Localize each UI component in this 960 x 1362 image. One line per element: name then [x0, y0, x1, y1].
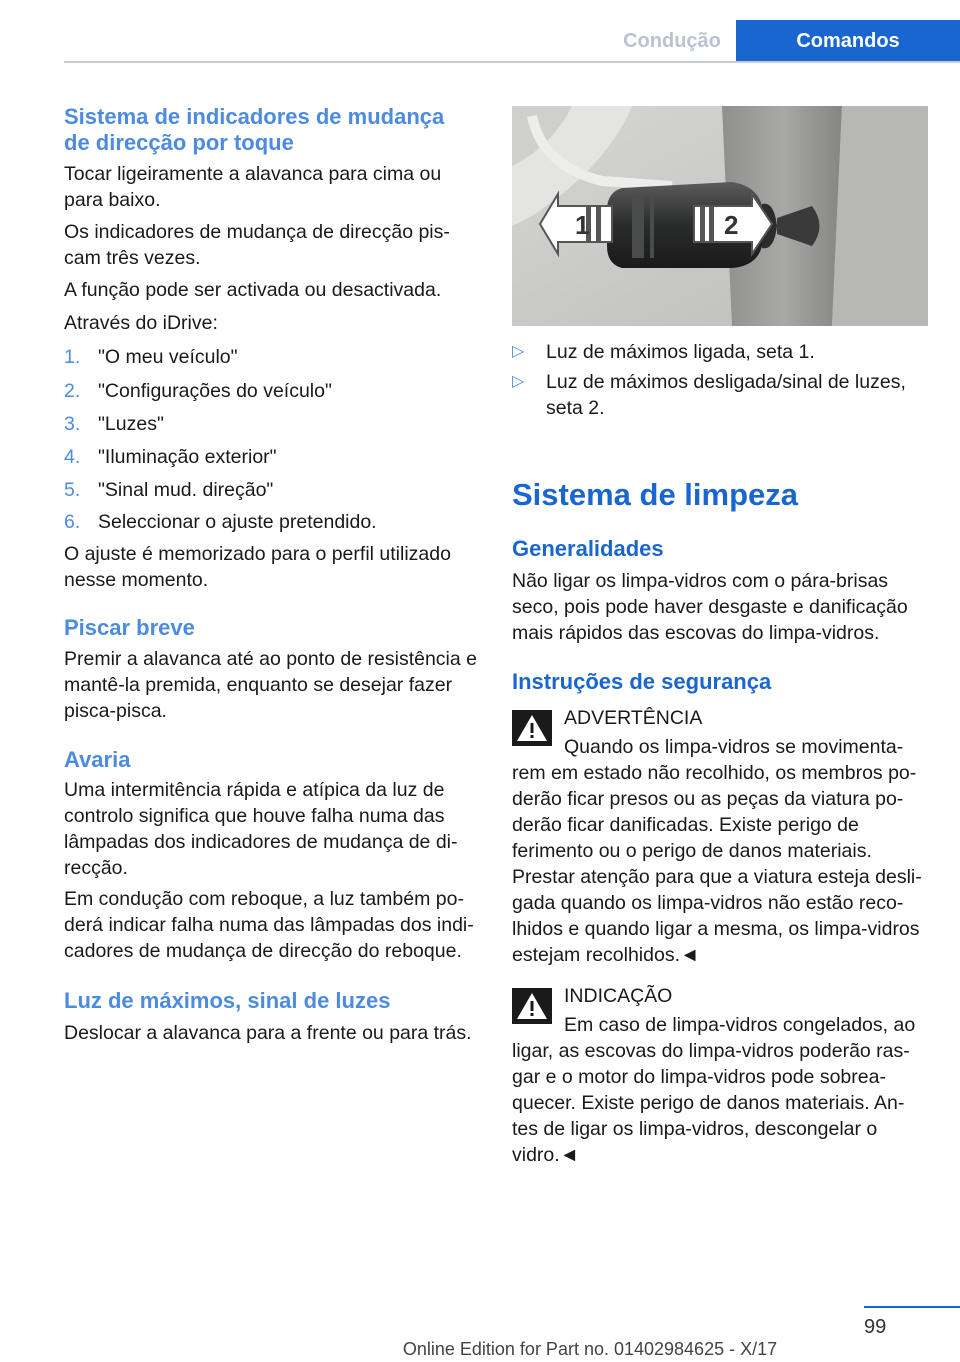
header-rule	[64, 61, 960, 63]
notice-label: INDICAÇÃO	[564, 985, 673, 1007]
footer-rule	[864, 1306, 960, 1308]
list-number: 1.	[64, 346, 81, 368]
tab-conducao[interactable]: Condução	[623, 30, 721, 52]
list-text: "Configurações do veículo"	[98, 380, 332, 402]
list-number: 5.	[64, 479, 81, 501]
text-line: derá indicar falha numa das lâmpadas dos indi‐	[64, 914, 474, 936]
text-line: cadores de mudança de direcção do reboque.	[64, 940, 462, 962]
text-line: recção.	[64, 857, 128, 879]
paragraph	[512, 568, 932, 646]
paragraph	[64, 161, 484, 213]
notice-text	[512, 1012, 932, 1168]
list-text: Seleccionar o ajuste pretendido.	[98, 511, 377, 533]
list-text	[546, 369, 930, 421]
warning-label: ADVERTÊNCIA	[564, 707, 703, 729]
page-number: 99	[864, 1316, 887, 1338]
list-text: "Sinal mud. direção"	[98, 479, 274, 501]
text-line: gar e o motor do limpa-vidros pode sobrea‐	[512, 1066, 886, 1088]
arrow-label-2: 2	[724, 210, 739, 240]
title-line: Sistema de indicadores de mudança	[64, 104, 445, 129]
section-title-generalidades: Generalidades	[512, 536, 664, 561]
warning-text	[512, 734, 932, 968]
text-line: Uma intermitência rápida e atípica da luz de	[64, 779, 445, 801]
text-line: gada quando os limpa-vidros não estão reco‐	[512, 892, 904, 914]
text-line: estejam recolhidos.◄	[512, 944, 700, 966]
list-text: "O meu veículo"	[98, 346, 238, 368]
text-line: rem em estado não recolhido, os membros po‐	[512, 762, 917, 784]
text-line: Prestar atenção para que a viatura esteja desli‐	[512, 866, 922, 888]
text-line: quecer. Existe perigo de danos materiais. An‐	[512, 1092, 905, 1114]
text-line: Os indicadores de mudança de direcção pis‐	[64, 221, 450, 243]
text-line: ligar, as escovas do limpa-vidros poderão ras‐	[512, 1040, 910, 1062]
paragraph: A função pode ser activada ou desactivada.	[64, 279, 442, 301]
section-title-instrucoes-seguranca: Instruções de segurança	[512, 669, 772, 694]
paragraph: Deslocar a alavanca para a frente ou para trás.	[64, 1022, 472, 1044]
text-line: tes de ligar os limpa-vidros, descongelar o	[512, 1118, 878, 1140]
text-line: lâmpadas dos indicadores de mudança de di‐	[64, 831, 458, 853]
text-line: mantê-la premida, enquanto se desejar fazer	[64, 674, 453, 696]
text-line: lhidos e quando ligar a mesma, os limpa-vidros	[512, 918, 920, 940]
stalk-drawing	[512, 106, 928, 326]
text-line: Quando os limpa-vidros se movimenta‐	[564, 736, 904, 758]
section-title-sistema-limpeza: Sistema de limpeza	[512, 477, 799, 512]
text-line: controlo significa que houve falha numa das	[64, 805, 445, 827]
warning-triangle-icon	[512, 988, 552, 1024]
tab-comandos[interactable]: Comandos	[736, 20, 960, 62]
text-line: O ajuste é memorizado para o perfil utilizado	[64, 543, 451, 565]
paragraph	[64, 777, 484, 881]
text-line: nesse momento.	[64, 569, 209, 591]
triangle-bullet-icon: ▷	[512, 373, 525, 390]
text-line: Tocar ligeiramente a alavanca para cima ou	[64, 163, 442, 185]
title-line: de direcção por toque	[64, 130, 294, 155]
paragraph	[64, 219, 484, 271]
list-text: Luz de máximos ligada, seta 1.	[546, 341, 815, 363]
text-line: Luz de máximos desligada/sinal de luzes,	[546, 371, 906, 393]
section-title-indicadores	[64, 104, 484, 156]
edition-note: Online Edition for Part no. 01402984625 - X/17	[402, 1339, 778, 1359]
text-line: ferimento ou o perigo de danos materiais.	[512, 840, 872, 862]
list-number: 4.	[64, 446, 81, 468]
warning-triangle-icon	[512, 710, 552, 746]
list-number: 3.	[64, 413, 81, 435]
section-title-avaria: Avaria	[64, 747, 131, 772]
stalk-illustration	[512, 106, 928, 326]
text-line: derão ficar presos ou as peças da viatura po‐	[512, 788, 904, 810]
section-title-luz-maximos: Luz de máximos, sinal de luzes	[64, 988, 391, 1013]
text-line: Premir a alavanca até ao ponto de resistência e	[64, 648, 477, 670]
section-title-piscar-breve: Piscar breve	[64, 615, 195, 640]
list-number: 2.	[64, 380, 81, 402]
list-number: 6.	[64, 511, 81, 533]
text-line: vidro.◄	[512, 1144, 579, 1166]
text-line: Não ligar os limpa-vidros com o pára-brisas	[512, 570, 889, 592]
arrow-label-1: 1	[575, 210, 590, 240]
list-text: "Luzes"	[98, 413, 164, 435]
text-line: para baixo.	[64, 189, 161, 211]
text-line: Em caso de limpa-vidros congelados, ao	[564, 1014, 916, 1036]
text-line: cam três vezes.	[64, 247, 201, 269]
text-line: derão ficar danificadas. Existe perigo de	[512, 814, 859, 836]
text-line: Em condução com reboque, a luz também po‐	[64, 888, 464, 910]
paragraph	[64, 886, 484, 964]
paragraph	[64, 646, 484, 724]
text-line: seta 2.	[546, 397, 605, 419]
text-line: seco, pois pode haver desgaste e danificação	[512, 596, 908, 618]
text-line: mais rápidos das escovas do limpa-vidros.	[512, 622, 880, 644]
paragraph: Através do iDrive:	[64, 312, 218, 334]
triangle-bullet-icon: ▷	[512, 343, 525, 360]
list-text: "Iluminação exterior"	[98, 446, 277, 468]
text-line: pisca-pisca.	[64, 700, 167, 722]
paragraph	[64, 541, 484, 593]
